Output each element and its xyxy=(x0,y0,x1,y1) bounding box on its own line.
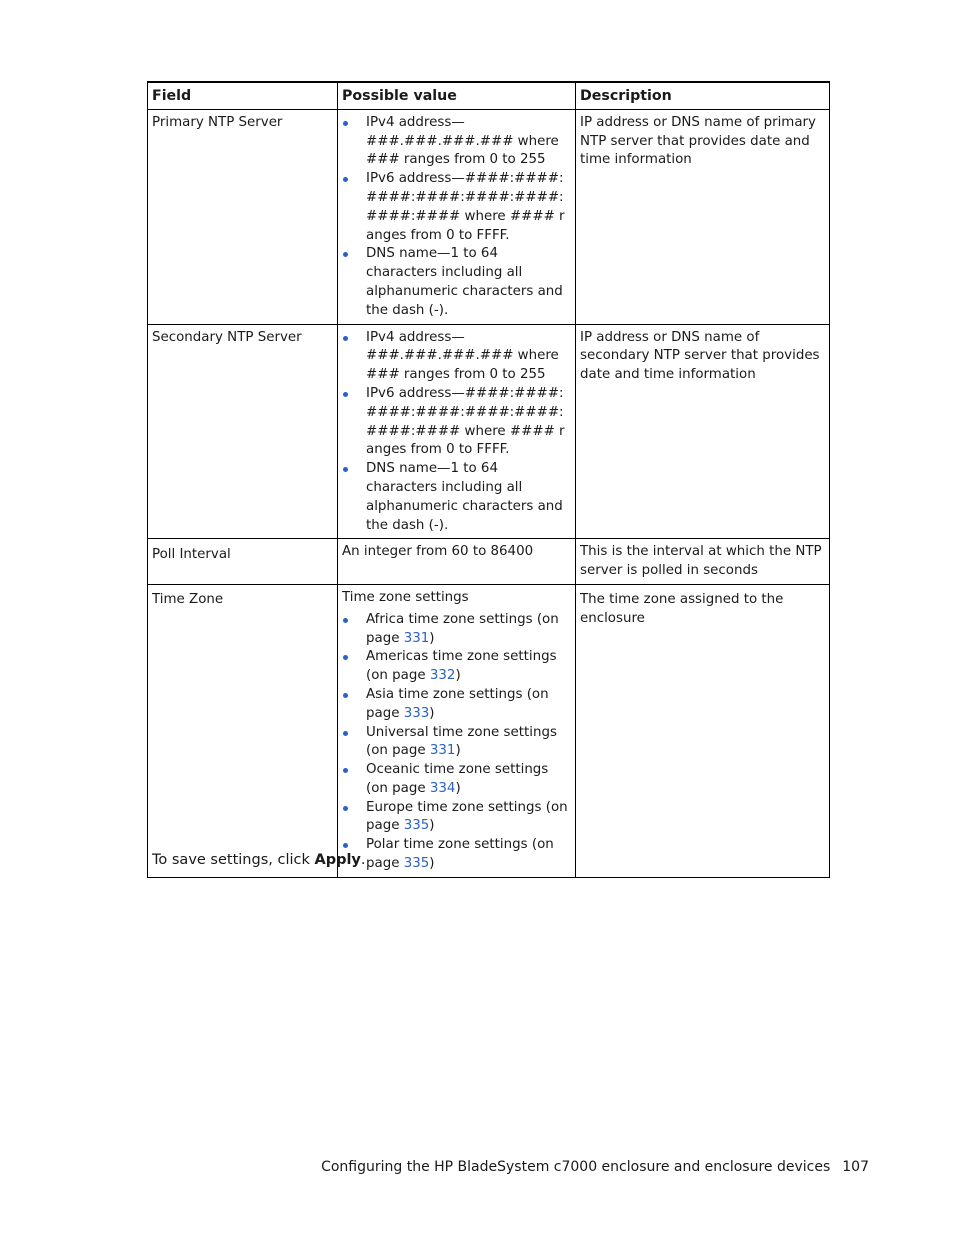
field-cell: Primary NTP Server xyxy=(148,109,338,324)
description-cell: IP address or DNS name of secondary NTP server that provides date and time information xyxy=(576,324,830,539)
page-link-universal[interactable]: 331 xyxy=(429,743,456,759)
table-row-time-zone xyxy=(148,584,830,877)
tz-text: Oceanic time zone settings (on page xyxy=(366,762,549,796)
tz-text: Europe time zone settings (on page xyxy=(366,799,568,834)
page-footer xyxy=(321,1157,869,1177)
table-row-secondary-ntp xyxy=(148,324,830,539)
tz-close: ) xyxy=(455,668,461,684)
list-item xyxy=(342,329,571,385)
field-cell: Time Zone xyxy=(148,584,338,877)
time-zone-intro: Time zone settings xyxy=(342,589,469,605)
bullet-icon xyxy=(343,655,348,660)
bullet-icon xyxy=(343,843,348,848)
value-text: DNS name—1 to 64 characters including all alphanumeric characters and the dash (-). xyxy=(366,246,563,318)
description-cell: The time zone assigned to the enclosure xyxy=(576,584,830,877)
bullet-icon xyxy=(343,177,348,182)
description-cell: IP address or DNS name of primary NTP server that provides date and time information xyxy=(576,109,830,324)
value-text: IPv4 address—###.###.###.### where ### ranges from 0 to 255 xyxy=(366,329,559,383)
tz-text: Africa time zone settings (on page xyxy=(366,611,559,646)
table-row-poll-interval xyxy=(148,539,830,585)
tz-text: Asia time zone settings (on page xyxy=(366,686,549,721)
list-item xyxy=(342,799,571,837)
field-cell: Secondary NTP Server xyxy=(148,324,338,539)
list-item xyxy=(342,170,571,245)
description-cell: This is the interval at which the NTP server is polled in seconds xyxy=(576,539,830,585)
value-text: DNS name—1 to 64 characters including all alphanumeric characters and the dash (-). xyxy=(366,461,563,533)
bullet-icon xyxy=(343,252,348,257)
bullet-icon xyxy=(343,693,348,698)
possible-value-cell xyxy=(338,324,576,539)
list-item xyxy=(342,114,571,170)
tz-text: Polar time zone settings (on page xyxy=(366,837,554,872)
value-text: IPv6 address—####:####:####:####:####:####:####:#### where #### ranges from 0 to FFFF. xyxy=(366,171,565,243)
value-text: IPv6 address—####:####:####:####:####:####:####:#### where #### ranges from 0 to FFFF. xyxy=(366,385,565,458)
list-item xyxy=(342,724,571,762)
bullet-icon xyxy=(343,336,348,341)
bullet-icon xyxy=(343,731,348,736)
ntp-settings-table xyxy=(147,81,830,878)
table-row-primary-ntp xyxy=(148,109,830,324)
page-number: 107 xyxy=(842,1159,869,1175)
value-text: IPv4 address—###.###.###.### where ### ranges from 0 to 255 xyxy=(366,114,559,168)
header-possible-value: Possible value xyxy=(338,82,576,109)
list-item xyxy=(342,686,571,724)
tz-close: ) xyxy=(455,743,461,759)
page-link-europe[interactable]: 335 xyxy=(403,818,430,834)
page-link-africa[interactable]: 331 xyxy=(403,630,430,646)
field-cell: Poll Interval xyxy=(148,539,338,585)
list-item xyxy=(342,460,571,535)
possible-value-list xyxy=(342,329,571,536)
bullet-icon xyxy=(343,392,348,397)
note-suffix: . xyxy=(360,852,366,868)
table-header-row xyxy=(148,82,830,109)
bullet-icon xyxy=(343,806,348,811)
tz-close: ) xyxy=(429,630,435,646)
bullet-icon xyxy=(343,768,348,773)
tz-close: ) xyxy=(455,780,461,796)
header-description: Description xyxy=(576,82,830,109)
time-zone-list xyxy=(342,611,571,874)
tz-close: ) xyxy=(429,818,435,834)
page-link-asia[interactable]: 333 xyxy=(403,705,430,721)
page-link-polar[interactable]: 335 xyxy=(403,856,430,872)
possible-value-cell xyxy=(338,109,576,324)
note-prefix: To save settings, click xyxy=(152,852,315,868)
tz-text: Universal time zone settings (on page xyxy=(366,724,557,759)
possible-value-cell xyxy=(338,584,576,877)
footer-title: Configuring the HP BladeSystem c7000 enclosure and enclosure devices xyxy=(321,1159,831,1175)
apply-action-label: Apply xyxy=(314,852,361,868)
list-item xyxy=(342,761,571,799)
possible-value-list xyxy=(342,114,571,321)
tz-close: ) xyxy=(429,856,435,872)
page-link-oceanic[interactable]: 334 xyxy=(429,780,456,796)
bullet-icon xyxy=(343,121,348,126)
header-field: Field xyxy=(148,82,338,109)
list-item xyxy=(342,648,571,686)
save-instruction xyxy=(152,850,366,870)
bullet-icon xyxy=(343,618,348,623)
bullet-icon xyxy=(343,467,348,472)
tz-text: Americas time zone settings (on page xyxy=(366,649,557,684)
tz-close: ) xyxy=(429,705,435,721)
list-item xyxy=(342,385,571,460)
list-item xyxy=(342,611,571,649)
possible-value-cell: An integer from 60 to 86400 xyxy=(338,539,576,585)
list-item xyxy=(342,836,571,874)
list-item xyxy=(342,245,571,320)
page-link-americas[interactable]: 332 xyxy=(429,668,456,684)
